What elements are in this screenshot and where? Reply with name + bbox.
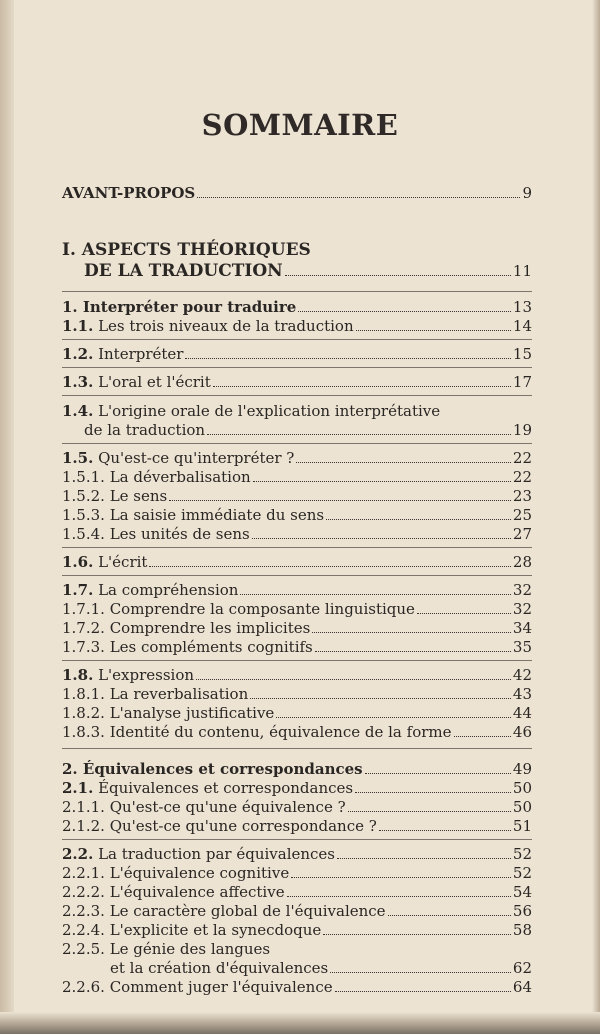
toc-entry-2-2-5: [110, 959, 532, 977]
toc-entry-1-3: [62, 373, 532, 391]
dot-leader: [250, 697, 511, 699]
section-divider: [62, 443, 532, 444]
toc-entry-number: 1.2.: [62, 345, 94, 363]
toc-entry-label: 2.2.3. Le caractère global de l'équivalence: [62, 902, 386, 920]
toc-page-number: 50: [512, 779, 532, 797]
toc-page-number: 32: [512, 581, 532, 599]
toc-page-number: 62: [512, 959, 532, 977]
dot-leader: [185, 357, 510, 359]
toc-entry-1-8-2: [62, 704, 532, 722]
toc-entry-label: 1.5.3. La saisie immédiate du sens: [62, 506, 325, 524]
toc-entry-label: L'origine orale de l'explication interprétative: [93, 402, 441, 420]
toc-entry-1-5-2: [62, 487, 532, 505]
section-divider: [62, 660, 532, 661]
toc-entry-label: AVANT-PROPOS: [62, 184, 196, 202]
toc-entry-label: La compréhension: [93, 581, 239, 599]
toc-entry-label: 2.2.1. L'équivalence cognitive: [62, 864, 290, 882]
toc-entry-number: 1.3.: [62, 373, 94, 391]
toc-entry-label: Qu'est-ce qu'interpréter ?: [93, 449, 295, 467]
dot-leader: [330, 971, 511, 973]
toc-page-number: 11: [512, 262, 532, 280]
toc-entry-label: 1. Interpréter pour traduire: [62, 298, 297, 316]
section-divider: [62, 547, 532, 548]
dot-leader: [326, 518, 511, 520]
toc-page-number: 50: [512, 798, 532, 816]
toc-page-number: 58: [512, 921, 532, 939]
toc-entry-label: Équivalences et correspondances: [93, 779, 354, 797]
toc-entry-1-8-1: [62, 685, 532, 703]
dot-leader: [417, 612, 511, 614]
toc-page-number: 13: [512, 298, 532, 316]
toc-entry-avant-propos: [62, 184, 532, 202]
toc-entry-label: 1.7.3. Les compléments cognitifs: [62, 638, 313, 656]
dot-leader: [335, 990, 511, 992]
toc-page-number: 64: [512, 978, 532, 996]
toc-entry-2-2-2: [62, 883, 532, 901]
toc-entry-label: 2.2.4. L'explicite et la synecdoque: [62, 921, 322, 939]
dot-leader: [169, 499, 511, 501]
dot-leader: [355, 791, 511, 793]
dot-leader: [348, 810, 511, 812]
dot-leader: [379, 829, 511, 831]
toc-entry-2-2: [62, 845, 532, 863]
toc-entry-number: 1.8.: [62, 666, 94, 684]
toc-page-number: 28: [512, 553, 532, 571]
toc-page-number: 27: [512, 525, 532, 543]
toc-entry-number: 1.6.: [62, 553, 94, 571]
dot-leader: [287, 895, 511, 897]
toc-entry-1-8-3: [62, 723, 532, 741]
toc-entry-2-1: [62, 779, 532, 797]
toc-page-number: 23: [512, 487, 532, 505]
toc-entry-label: 2.2.2. L'équivalence affective: [62, 883, 285, 901]
toc-entry-1-7-2: [62, 619, 532, 637]
toc-page-number: 52: [512, 864, 532, 882]
page-right-edge: [592, 0, 600, 1034]
toc-page-number: 19: [512, 421, 532, 439]
toc-entry-1-7: [62, 581, 532, 599]
section-divider: [62, 395, 532, 396]
toc-page-number: 17: [512, 373, 532, 391]
dot-leader: [298, 310, 511, 312]
toc-entry-label: 1.7.2. Comprendre les implicites: [62, 619, 311, 637]
toc-page-number: 25: [512, 506, 532, 524]
dot-leader: [253, 480, 511, 482]
toc-entry-label: 1.8.3. Identité du contenu, équivalence de la forme: [62, 723, 452, 741]
toc-entry-number: 1.4.: [62, 402, 94, 420]
toc-page-number: 56: [512, 902, 532, 920]
toc-entry-label-continued: et la création d'équivalences: [110, 959, 329, 977]
section-divider: [62, 367, 532, 368]
toc-page-number: 22: [512, 468, 532, 486]
dot-leader: [285, 274, 511, 276]
toc-entry-label: 1.5.2. Le sens: [62, 487, 168, 505]
dot-leader: [207, 433, 511, 435]
toc-page-number: 14: [512, 317, 532, 335]
toc-entry-1-5-1: [62, 468, 532, 486]
toc-entry-1-7-3: [62, 638, 532, 656]
toc-entry-label-continued: de la traduction: [84, 421, 206, 439]
toc-entry-label: 1.5.1. La déverbalisation: [62, 468, 251, 486]
toc-entry-2-1-2: [62, 817, 532, 835]
dot-leader: [240, 593, 510, 595]
toc-entry-label: L'écrit: [93, 553, 148, 571]
toc-page-number: 52: [512, 845, 532, 863]
page-bottom-shadow: [0, 1012, 600, 1034]
toc-entry-number: 1.7.: [62, 581, 94, 599]
toc-entry-1-8: [62, 666, 532, 684]
toc-entry-label: Interpréter: [93, 345, 184, 363]
toc-entry-1-7-1: [62, 600, 532, 618]
toc-page-number: 42: [512, 666, 532, 684]
dot-leader: [197, 196, 520, 198]
toc-entry-number: 1.1.: [62, 317, 94, 335]
dot-leader: [388, 914, 511, 916]
toc-entry-2-1-1: [62, 798, 532, 816]
page-binding-edge: [0, 0, 14, 1034]
toc-entry-2: [62, 760, 532, 778]
toc-page-number: 43: [512, 685, 532, 703]
dot-leader: [252, 537, 511, 539]
dot-leader: [323, 933, 511, 935]
toc-page-number: 46: [512, 723, 532, 741]
toc-entry-1-5-4: [62, 525, 532, 543]
toc-entry-label: La traduction par équivalences: [93, 845, 336, 863]
toc-entry-label: 1.8.1. La reverbalisation: [62, 685, 249, 703]
toc-entry-1-5: [62, 449, 532, 467]
toc-entry-1-1: [62, 317, 532, 335]
toc-entry-number: 2.1.: [62, 779, 94, 797]
dot-leader: [276, 716, 511, 718]
toc-entry-1-4: [84, 421, 532, 439]
toc-entry-label: L'oral et l'écrit: [93, 373, 211, 391]
toc-entry-part-1: [84, 262, 532, 280]
dot-leader: [312, 631, 511, 633]
toc-entry-label: 1.7.1. Comprendre la composante linguistique: [62, 600, 415, 618]
dot-leader: [291, 876, 511, 878]
toc-entry-label: L'expression: [93, 666, 195, 684]
section-divider: [62, 339, 532, 340]
toc-entry-label: 2. Équivalences et correspondances: [62, 760, 363, 778]
toc-entry-number: 1.5.: [62, 449, 94, 467]
dot-leader: [356, 329, 511, 331]
toc-page-number: 35: [512, 638, 532, 656]
toc-entry-1: [62, 298, 532, 316]
toc-page-number: 32: [512, 600, 532, 618]
dot-leader: [454, 735, 511, 737]
section-divider: [62, 839, 532, 840]
toc-entry-label: 2.1.2. Qu'est-ce qu'une correspondance ?: [62, 817, 377, 835]
toc-page-number: 49: [512, 760, 532, 778]
toc-entry-2-2-3: [62, 902, 532, 920]
toc-entry-1-4-line1: [62, 402, 440, 420]
toc-entry-label: DE LA TRADUCTION: [84, 261, 283, 281]
dot-leader: [365, 772, 511, 774]
toc-page-number: 9: [522, 184, 532, 202]
dot-leader: [196, 678, 511, 680]
dot-leader: [213, 385, 511, 387]
section-divider: [62, 575, 532, 576]
dot-leader: [337, 857, 511, 859]
toc-entry-label: 1.5.4. Les unités de sens: [62, 525, 250, 543]
toc-entry-number: 2.2.: [62, 845, 94, 863]
page-title: SOMMAIRE: [201, 108, 399, 142]
toc-entry-label: 2.2.6. Comment juger l'équivalence: [62, 978, 333, 996]
toc-page-number: 44: [512, 704, 532, 722]
part-heading-line1: I. ASPECTS THÉORIQUES: [62, 240, 311, 260]
toc-entry-1-5-3: [62, 506, 532, 524]
toc-entry-2-2-5-line1: 2.2.5. Le génie des langues: [62, 940, 271, 958]
toc-entry-label: 1.8.2. L'analyse justificative: [62, 704, 275, 722]
dot-leader: [296, 461, 511, 463]
toc-page-number: 22: [512, 449, 532, 467]
dot-leader: [315, 650, 511, 652]
toc-page-number: 51: [512, 817, 532, 835]
toc-entry-label: 2.1.1. Qu'est-ce qu'une équivalence ?: [62, 798, 346, 816]
section-divider: [62, 291, 532, 292]
toc-entry-1-2: [62, 345, 532, 363]
dot-leader: [149, 565, 510, 567]
toc-entry-label: Les trois niveaux de la traduction: [93, 317, 354, 335]
toc-entry-2-2-6: [62, 978, 532, 996]
toc-entry-2-2-4: [62, 921, 532, 939]
toc-page-number: 15: [512, 345, 532, 363]
toc-entry-1-6: [62, 553, 532, 571]
toc-entry-2-2-1: [62, 864, 532, 882]
toc-page-number: 54: [512, 883, 532, 901]
section-divider: [62, 748, 532, 749]
toc-page-number: 34: [512, 619, 532, 637]
